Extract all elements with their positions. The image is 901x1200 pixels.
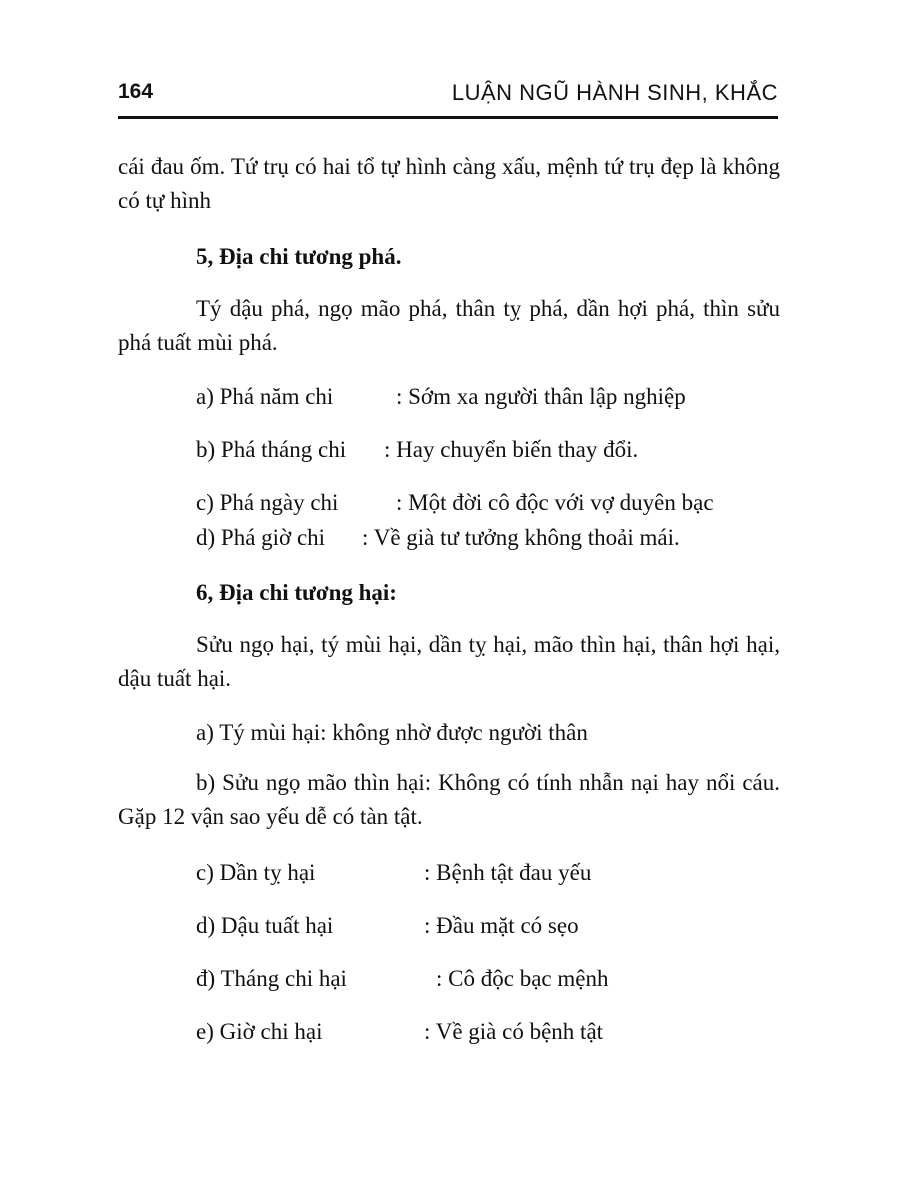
- item-desc: : Đầu mặt có sẹo: [424, 913, 579, 938]
- page-number: 164: [118, 80, 154, 103]
- item-label: d) Phá giờ chi: [196, 525, 326, 550]
- list-item: [196, 1019, 603, 1045]
- list-item: [196, 860, 591, 886]
- page-header: [118, 80, 778, 116]
- item-desc: : Hay chuyển biến thay đổi.: [384, 437, 639, 462]
- item-label: e) Giờ chi hại: [196, 1019, 323, 1044]
- item-desc: : Về già có bệnh tật: [424, 1019, 604, 1044]
- section-heading-6: 6, Địa chi tương hại:: [196, 580, 397, 605]
- item-label: đ) Tháng chi hại: [196, 966, 347, 991]
- list-item: [196, 913, 579, 939]
- list-item: [196, 490, 714, 516]
- item-desc: : Về già tư tưởng không thoải mái.: [362, 525, 680, 550]
- item-desc: : Một đời cô độc với vợ duyên bạc: [396, 490, 714, 515]
- item-label: b) Phá tháng chi: [196, 437, 347, 462]
- item-desc: : Bệnh tật đau yếu: [424, 860, 592, 885]
- section5-intro: Tý dậu phá, ngọ mão phá, thân tỵ phá, dần hợi phá, thìn sửu phá tuất mùi phá.: [118, 296, 780, 355]
- list-item: [196, 966, 608, 992]
- item-label: d) Dậu tuất hại: [196, 913, 334, 938]
- running-title: LUẬN NGŨ HÀNH SINH, KHẮC: [451, 80, 778, 105]
- section-heading-5: 5, Địa chi tương phá.: [196, 244, 402, 269]
- item-desc: : Cô độc bạc mệnh: [436, 966, 609, 991]
- list-item: [196, 437, 638, 463]
- section6-intro: Sửu ngọ hại, tý mùi hại, dần tỵ hại, mão thìn hại, thân hợi hại, dậu tuất hại.: [118, 632, 780, 691]
- item-label: a) Phá năm chi: [196, 384, 334, 409]
- list-item: [196, 384, 686, 410]
- item-label: c) Phá ngày chi: [196, 490, 339, 515]
- item-desc: : Sớm xa người thân lập nghiệp: [396, 384, 686, 409]
- header-rule: [118, 116, 778, 119]
- list-item: [196, 525, 680, 551]
- list-item-b: b) Sửu ngọ mão thìn hại: Không có tính nhẫn nại hay nổi cáu. Gặp 12 vận sao yếu dễ có tàn tật.: [118, 770, 780, 829]
- list-item: a) Tý mùi hại: không nhờ được người thân: [196, 720, 588, 745]
- paragraph-continuation: cái đau ốm. Tứ trụ có hai tổ tự hình càng xấu, mệnh tứ trụ đẹp là không có tự hình: [118, 154, 780, 213]
- item-label: c) Dần tỵ hại: [196, 860, 316, 885]
